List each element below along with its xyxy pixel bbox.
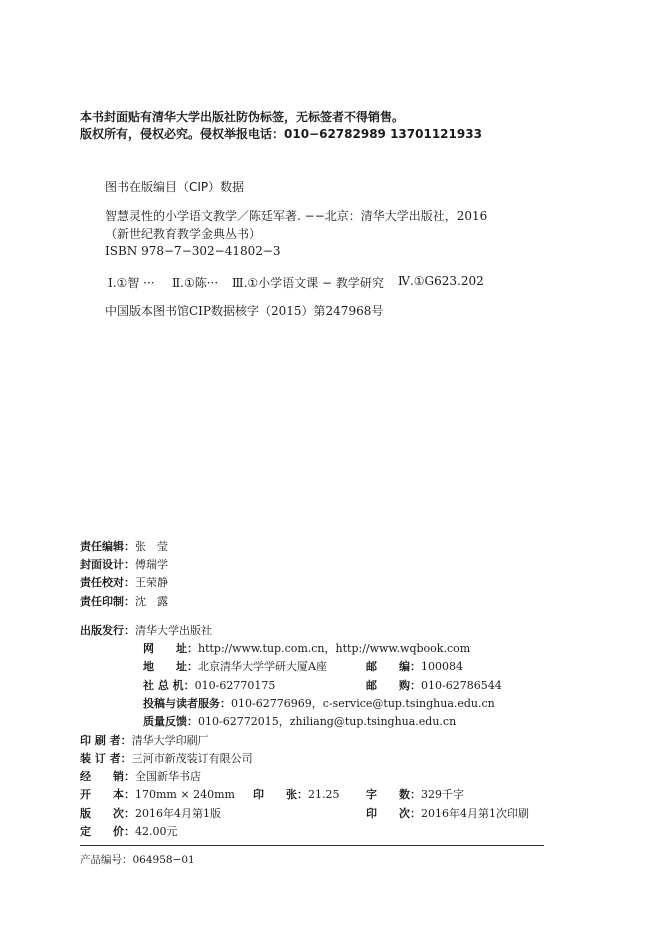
- staff-proofreader: [80, 574, 168, 590]
- reader-service-value: 010-62776969，c-service@tup.tsinghua.edu.cn: [231, 697, 495, 710]
- staff-label: 责任印制：: [80, 595, 135, 608]
- reader-service-row: [143, 695, 495, 711]
- distributor-row: [80, 768, 201, 784]
- impression-label: 印 次：: [366, 807, 421, 820]
- website-value: http://www.tup.com.cn，http://www.wqbook.com: [198, 642, 471, 655]
- copyright-notice: 版权所有，侵权必究。侵权举报电话：010−62782989 13701121933: [80, 127, 482, 141]
- divider-line: [80, 845, 544, 846]
- address-label: 地 址：: [143, 660, 198, 673]
- staff-value: 傅瑞学: [135, 558, 168, 571]
- price-label: 定 价：: [80, 825, 135, 838]
- quality-feedback-row: [143, 713, 456, 729]
- cip-heading: 图书在版编目（CIP）数据: [105, 180, 245, 194]
- website-label: 网 址：: [143, 642, 198, 655]
- printer-value: 清华大学印刷厂: [131, 734, 209, 747]
- cip-title-line: 智慧灵性的小学语文教学／陈廷军著. −−北京：清华大学出版社，2016: [105, 209, 488, 223]
- staff-print-manager: [80, 593, 168, 609]
- cip-series-line: （新世纪教育教学金典丛书）: [105, 227, 262, 241]
- binder-row: [80, 750, 253, 766]
- address-value: 北京清华大学学研大厦A座: [198, 660, 327, 673]
- printer-label: 印 刷 者：: [80, 734, 132, 747]
- binder-value: 三河市新茂装订有限公司: [131, 752, 253, 765]
- publisher-row: [80, 622, 212, 638]
- edition-value: 2016年4月第1版: [135, 807, 221, 820]
- staff-label: 责任校对：: [80, 576, 135, 589]
- price-value: 42.00元: [135, 825, 178, 838]
- staff-cover-design: [80, 556, 168, 572]
- cip-class-1: Ⅰ.①智 ···: [108, 276, 155, 290]
- staff-label: 责任编辑：: [80, 540, 135, 553]
- cip-class-3: Ⅲ.①小学语文课 − 教学研究: [232, 276, 384, 290]
- word-count-label: 字 数：: [366, 788, 421, 801]
- staff-value: 王荣静: [135, 576, 168, 589]
- sheets-row: [253, 786, 340, 802]
- cip-class-4: Ⅳ.①G623.202: [398, 274, 484, 288]
- impression-row: [366, 805, 529, 821]
- switchboard-row: [143, 677, 275, 693]
- edition-row: [80, 805, 221, 821]
- mail-order-label: 邮 购：: [366, 679, 421, 692]
- zip-label: 邮 编：: [366, 660, 421, 673]
- anti-counterfeit-notice: 本书封面贴有清华大学出版社防伪标签，无标签者不得销售。: [80, 110, 405, 124]
- cip-class-2: Ⅱ.①陈···: [172, 276, 219, 290]
- quality-feedback-value: 010-62772015，zhiliang@tup.tsinghua.edu.cn: [198, 715, 457, 728]
- printer-row: [80, 732, 209, 748]
- distributor-label: 经 销：: [80, 770, 135, 783]
- website-row: [143, 640, 470, 656]
- price-row: [80, 823, 178, 839]
- switchboard-label: 社 总 机：: [143, 679, 195, 692]
- cip-number: 中国版本图书馆CIP数据核字（2015）第247968号: [105, 304, 384, 318]
- mail-order-row: [366, 677, 502, 693]
- reader-service-label: 投稿与读者服务：: [143, 697, 231, 710]
- edition-label: 版 次：: [80, 807, 135, 820]
- sheets-value: 21.25: [308, 788, 340, 801]
- word-count-row: [366, 786, 464, 802]
- quality-feedback-label: 质量反馈：: [143, 715, 198, 728]
- format-row: [80, 786, 235, 802]
- publisher-label: 出版发行：: [80, 624, 135, 637]
- staff-editor: [80, 538, 168, 554]
- publisher-value: 清华大学出版社: [135, 624, 212, 637]
- impression-value: 2016年4月第1次印刷: [421, 807, 529, 820]
- sheets-label: 印 张：: [253, 788, 308, 801]
- product-code: 产品编号：064958−01: [80, 854, 195, 866]
- staff-label: 封面设计：: [80, 558, 135, 571]
- cip-isbn-line: ISBN 978−7−302−41802−3: [105, 244, 281, 258]
- distributor-value: 全国新华书店: [135, 770, 201, 783]
- format-value: 170mm × 240mm: [135, 788, 235, 801]
- zip-row: [366, 658, 463, 674]
- staff-value: 沈 露: [135, 595, 168, 608]
- address-row: [143, 658, 327, 674]
- zip-value: 100084: [421, 660, 463, 673]
- staff-value: 张 莹: [135, 540, 168, 553]
- format-label: 开 本：: [80, 788, 135, 801]
- word-count-value: 329千字: [421, 788, 464, 801]
- switchboard-value: 010-62770175: [194, 679, 276, 692]
- mail-order-value: 010-62786544: [421, 679, 502, 692]
- binder-label: 装 订 者：: [80, 752, 132, 765]
